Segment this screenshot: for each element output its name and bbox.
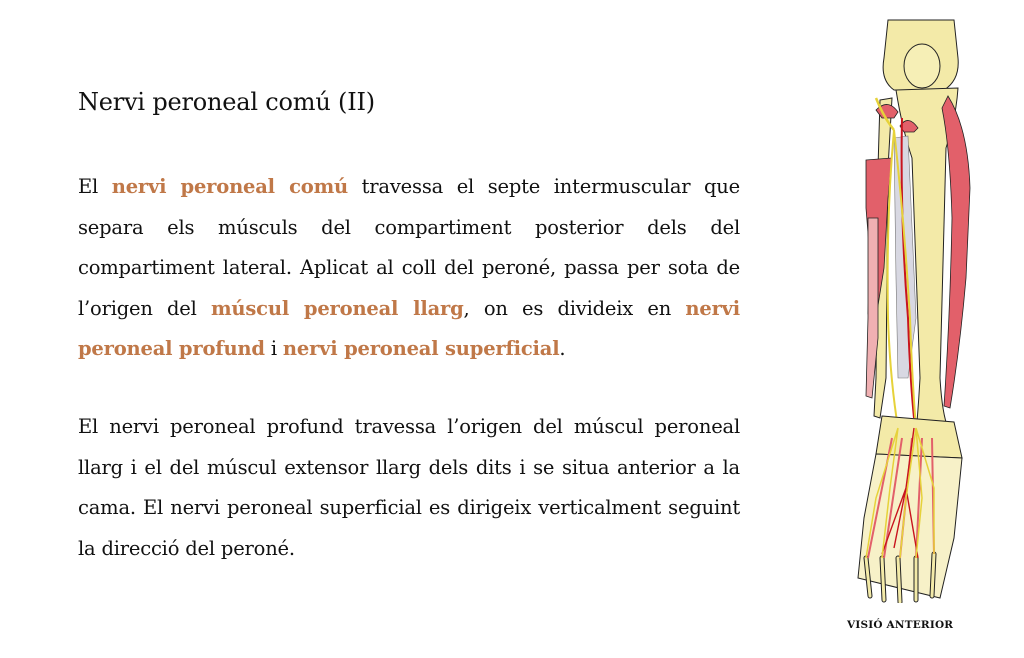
figure-caption: VISIÓ ANTERIOR [847,619,954,631]
term-nervi-peroneal-superficial: nervi peroneal superficial [282,337,560,360]
second-paragraph: El nervi peroneal profund travessa l’origen del múscul peroneal llarg i el del múscul extensor llarg dels dits i se situa anterior a la cama. El nervi peroneal superficial es dirigeix verticalment seguint la direcció del peroné. [78,415,740,560]
text-segment: , on es divideix en [463,296,686,320]
intro-paragraph [78,167,740,370]
text-segment: travessa el septe intermuscular que separa els músculs del compartiment posterior dels del compartiment lateral. Aplicat al coll del peroné, passa per sota de l’origen del [78,175,740,320]
leg-anatomy-illustration [836,18,986,603]
page-title: Nervi peroneal comú (II) [78,88,375,116]
term-muscul-peroneal-llarg: múscul peroneal llarg [210,296,464,320]
text-segment: i [264,337,283,360]
text-segment: El [78,175,112,198]
term-nervi-peroneal-profund: nervi peroneal profund [78,296,741,360]
text-segment: . [559,337,566,360]
patella-bone [904,44,940,88]
term-nervi-peroneal-comu: nervi peroneal comú [111,175,349,198]
